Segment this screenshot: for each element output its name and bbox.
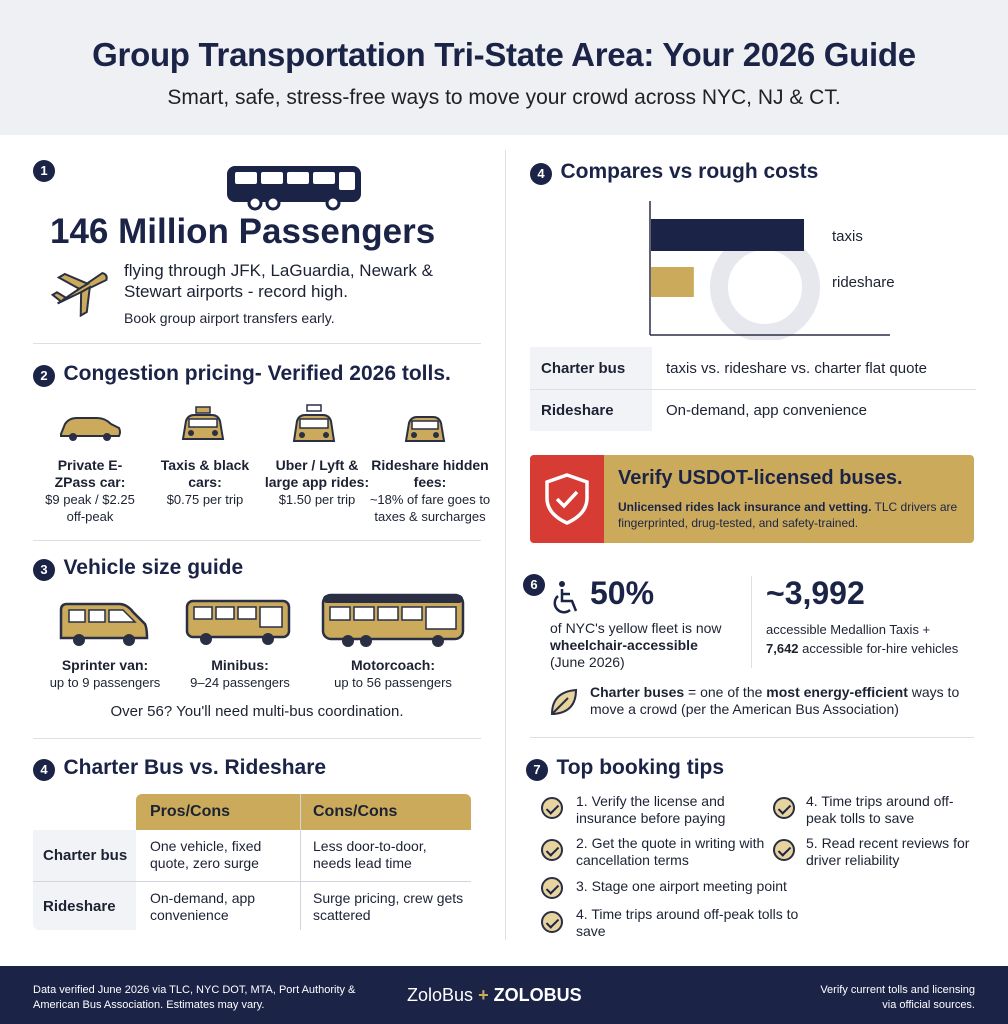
- chart-label-rideshare: rideshare: [832, 274, 895, 291]
- divider: [33, 540, 481, 541]
- footer-sources: Data verified June 2026 via TLC, NYC DOT, MTA, Port Authority & American Bus Association. Estimates may vary.: [33, 984, 356, 1011]
- page-title: Group Transportation Tri-State Area: Your 2026 Guide: [92, 36, 916, 73]
- section-3-heading: 3 Vehicle size guide: [33, 556, 243, 581]
- wheelchair-icon: [550, 580, 582, 616]
- vehicle-sprinter: Sprinter van: up to 9 passengers: [49, 657, 161, 690]
- table-cell: One vehicle, fixed quote, zero surge: [150, 838, 262, 871]
- divider: [136, 881, 471, 882]
- check-icon: [773, 797, 795, 819]
- check-icon: [541, 877, 563, 899]
- bus-icon: [225, 162, 365, 212]
- section-1-number: 1: [33, 160, 55, 182]
- minibus-icon: [184, 597, 292, 647]
- section-6-number: 6: [523, 574, 545, 596]
- safety-text: [618, 499, 964, 531]
- eco-text: ways to move a crowd (per the American Bus Association): [590, 684, 960, 717]
- check-icon: [541, 839, 563, 861]
- chart-decoration: [719, 241, 811, 333]
- passengers-note: Book group airport transfers early.: [124, 310, 335, 326]
- brand-name: ZoloBus: [407, 985, 474, 1005]
- airplane-icon: [50, 262, 112, 317]
- safety-rest: TLC drivers are fingerprinted, drug-tested, and safety-trained.: [618, 500, 958, 530]
- tip-1: 1. Verify the license and insurance before paying: [576, 793, 726, 826]
- column-divider: [505, 150, 506, 940]
- divider: [530, 737, 974, 738]
- stat-line: accessible for-hire vehicles: [798, 641, 959, 656]
- chart-bar-taxis: [651, 219, 804, 251]
- section-7-heading: 7 Top booking tips: [526, 756, 724, 781]
- table-row-charter: Charter bus: [43, 847, 128, 864]
- table-cell: Less door-to-door, needs lead time: [313, 838, 427, 871]
- car-icon: [402, 407, 448, 445]
- van-icon: [57, 598, 151, 648]
- table-cell: Surge pricing, crew gets scattered: [313, 890, 464, 923]
- divider: [33, 343, 481, 344]
- stat-wheelchair-text: [550, 620, 745, 671]
- toll-private-car: Private E-ZPass car: $9 peak / $2.25 off-peak: [45, 457, 135, 524]
- safety-title: Verify USDOT-licensed buses.: [618, 467, 903, 489]
- stat-line: (June 2026): [550, 654, 625, 670]
- table-row-rideshare: Rideshare: [43, 898, 116, 915]
- passengers-headline: 146 Million Passengers: [50, 212, 436, 251]
- motorcoach-icon: [320, 591, 468, 649]
- divider: [300, 830, 301, 930]
- section-4a-heading: 4 Charter Bus vs. Rideshare: [33, 756, 326, 781]
- eco-text: = one of the: [684, 684, 767, 700]
- check-icon: [541, 911, 563, 933]
- tip-2: 4. Time trips around off-peak tolls to save: [806, 793, 954, 826]
- page-subtitle: Smart, safe, stress-free ways to move your crowd across NYC, NJ & CT.: [167, 86, 841, 109]
- section-4b-heading: 4 Compares vs rough costs: [530, 160, 818, 185]
- cost-row-text: On-demand, app convenience: [666, 402, 867, 419]
- eco-bold: Charter buses: [590, 684, 685, 700]
- stat-wheelchair-percent: 50%: [590, 575, 655, 611]
- leaf-icon: [548, 686, 580, 718]
- footer: [0, 966, 1008, 1024]
- shield-check-icon: [543, 472, 591, 526]
- toll-rideshare-fees: Rideshare hidden fees: ~18% of fare goes to taxes & surcharges: [369, 457, 491, 524]
- divider: [530, 389, 976, 390]
- stat-accessible-count: ~3,992: [766, 575, 865, 611]
- cost-chart: [640, 195, 890, 340]
- table-cell: On-demand, app convenience: [150, 890, 256, 923]
- stat-bold: wheelchair-accessible: [550, 637, 698, 653]
- safety-bold: Unlicensed rides lack insurance and vetting.: [618, 500, 872, 514]
- brand-name-bold: ZOLOBUS: [493, 985, 582, 1005]
- table-col-1: Pros/Cons: [150, 803, 231, 820]
- cost-row-rideshare: Rideshare: [541, 402, 614, 419]
- divider: [751, 576, 752, 668]
- brand-plus: +: [478, 985, 489, 1005]
- toll-taxis: Taxis & black cars: $0.75 per trip: [160, 457, 250, 507]
- check-icon: [773, 839, 795, 861]
- tip-3: 2. Get the quote in writing with cancellation terms: [576, 835, 765, 868]
- eco-note: [590, 684, 975, 718]
- footer-brand: [407, 985, 582, 1006]
- tip-4: 5. Read recent reviews for driver reliability: [806, 835, 970, 868]
- stat-bold: 7,642: [766, 641, 799, 656]
- vehicle-minibus: Minibus: 9–24 passengers: [190, 657, 290, 690]
- chart-label-taxis: taxis: [832, 228, 863, 245]
- cost-row-text: taxis vs. rideshare vs. charter flat quote: [666, 360, 927, 377]
- stat-line: accessible Medallion Taxis +: [766, 622, 931, 637]
- check-icon: [541, 797, 563, 819]
- taxi-icon: [289, 403, 339, 447]
- eco-bold: most energy-efficient: [766, 684, 908, 700]
- divider: [33, 738, 481, 739]
- header: [0, 0, 1008, 135]
- chart-bar-rideshare: [651, 267, 694, 297]
- safety-banner: [530, 455, 974, 543]
- section-2-heading: 2 Congestion pricing- Verified 2026 tolls.: [33, 362, 451, 387]
- cost-row-charter: Charter bus: [541, 360, 626, 377]
- tip-5: 3. Stage one airport meeting point: [576, 878, 787, 894]
- stat-line: of NYC's yellow fleet is now: [550, 620, 722, 636]
- taxi-icon: [178, 405, 228, 445]
- footer-verify: Verify current tolls and licensing via official sources.: [820, 984, 975, 1011]
- table-col-2: Cons/Cons: [313, 803, 398, 820]
- tip-6: 4. Time trips around off-peak tolls to save: [576, 906, 799, 939]
- passengers-description: flying through JFK, LaGuardia, Newark & Stewart airports - record high.: [124, 261, 433, 301]
- car-icon: [57, 410, 123, 444]
- toll-app-rides: Uber / Lyft & large app rides: $1.50 per trip: [264, 457, 370, 507]
- stat-accessible-text: [766, 620, 981, 658]
- vehicle-note: Over 56? You'll need multi-bus coordination.: [110, 703, 404, 720]
- vehicle-motorcoach: Motorcoach: up to 56 passengers: [334, 657, 452, 690]
